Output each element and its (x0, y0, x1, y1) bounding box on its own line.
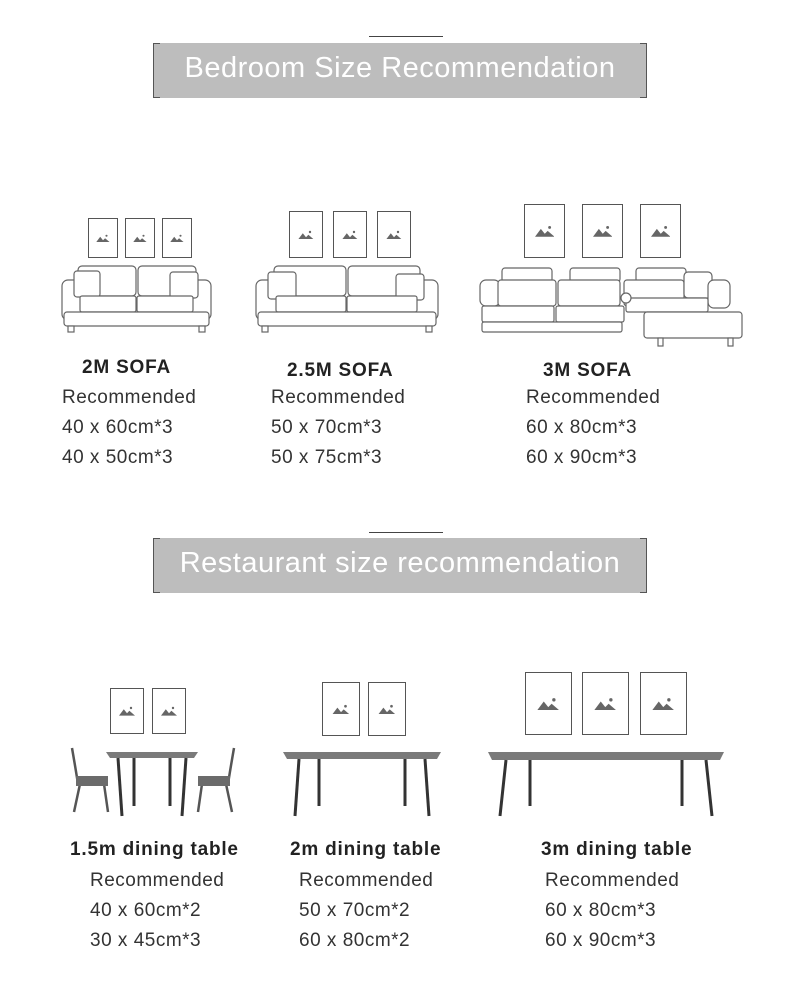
sofa-2m-recommended: Recommended (62, 387, 197, 408)
sofa-3m-size-1: 60 x 80cm*3 (526, 417, 638, 438)
picture-frame-icon (125, 218, 155, 258)
mountain-icon (342, 230, 358, 240)
sofa-3m-recommended: Recommended (526, 387, 661, 408)
picture-frame-icon (333, 211, 367, 258)
sofa-2m-size-2: 40 x 50cm*3 (62, 447, 174, 468)
mountain-icon (593, 225, 613, 237)
mountain-icon (594, 697, 617, 711)
mountain-icon (652, 697, 675, 711)
picture-frame-icon (289, 211, 323, 258)
sofa-3m-size-2: 60 x 90cm*3 (526, 447, 638, 468)
bedroom-top-rule (369, 36, 443, 37)
restaurant-title-banner (153, 538, 647, 593)
picture-frame-icon (368, 682, 406, 736)
table-2m-size-2: 60 x 80cm*2 (299, 930, 411, 951)
picture-frame-icon (582, 672, 629, 735)
table-2m-title: 2m dining table (290, 839, 442, 860)
table-2m-recommended: Recommended (299, 870, 434, 891)
table-15m-title: 1.5m dining table (70, 839, 239, 860)
sofa-25m-size-1: 50 x 70cm*3 (271, 417, 383, 438)
mountain-icon (96, 234, 110, 242)
dining-table-icon (281, 750, 443, 822)
table-15m-recommended: Recommended (90, 870, 225, 891)
mountain-icon (170, 234, 184, 242)
picture-frame-icon (640, 204, 681, 258)
restaurant-top-rule (369, 532, 443, 533)
sofa-icon (60, 262, 213, 334)
picture-frame-icon (525, 672, 572, 735)
table-2m-size-1: 50 x 70cm*2 (299, 900, 411, 921)
mountain-icon (386, 230, 402, 240)
sofa-3m-title: 3M SOFA (543, 360, 633, 381)
bedroom-title: Bedroom Size Recommendation (184, 52, 616, 84)
sofa-2m-size-1: 40 x 60cm*3 (62, 417, 174, 438)
mountain-icon (537, 697, 560, 711)
table-15m-size-1: 40 x 60cm*2 (90, 900, 202, 921)
picture-frame-icon (110, 688, 144, 734)
mountain-icon (119, 706, 135, 716)
restaurant-title: Restaurant size recommendation (179, 547, 621, 579)
mountain-icon (378, 704, 396, 715)
picture-frame-icon (524, 204, 565, 258)
sofa-icon (254, 262, 440, 334)
sofa-25m-size-2: 50 x 75cm*3 (271, 447, 383, 468)
mountain-icon (332, 704, 350, 715)
picture-frame-icon (582, 204, 623, 258)
mountain-icon (161, 706, 177, 716)
picture-frame-icon (88, 218, 118, 258)
picture-frame-icon (640, 672, 687, 735)
sofa-icon (478, 266, 744, 352)
picture-frame-icon (152, 688, 186, 734)
mountain-icon (651, 225, 671, 237)
picture-frame-icon (162, 218, 192, 258)
chair-icon (192, 746, 240, 816)
dining-table-icon (486, 750, 726, 822)
table-3m-size-2: 60 x 90cm*3 (545, 930, 657, 951)
bedroom-title-banner (153, 43, 647, 98)
table-3m-title: 3m dining table (541, 839, 693, 860)
table-15m-size-2: 30 x 45cm*3 (90, 930, 202, 951)
table-3m-size-1: 60 x 80cm*3 (545, 900, 657, 921)
picture-frame-icon (377, 211, 411, 258)
mountain-icon (133, 234, 147, 242)
sofa-25m-recommended: Recommended (271, 387, 406, 408)
picture-frame-icon (322, 682, 360, 736)
mountain-icon (298, 230, 314, 240)
sofa-2m-title: 2M SOFA (82, 357, 172, 378)
mountain-icon (535, 225, 555, 237)
dining-table-icon (104, 750, 200, 822)
table-3m-recommended: Recommended (545, 870, 680, 891)
sofa-25m-title: 2.5M SOFA (287, 360, 394, 381)
